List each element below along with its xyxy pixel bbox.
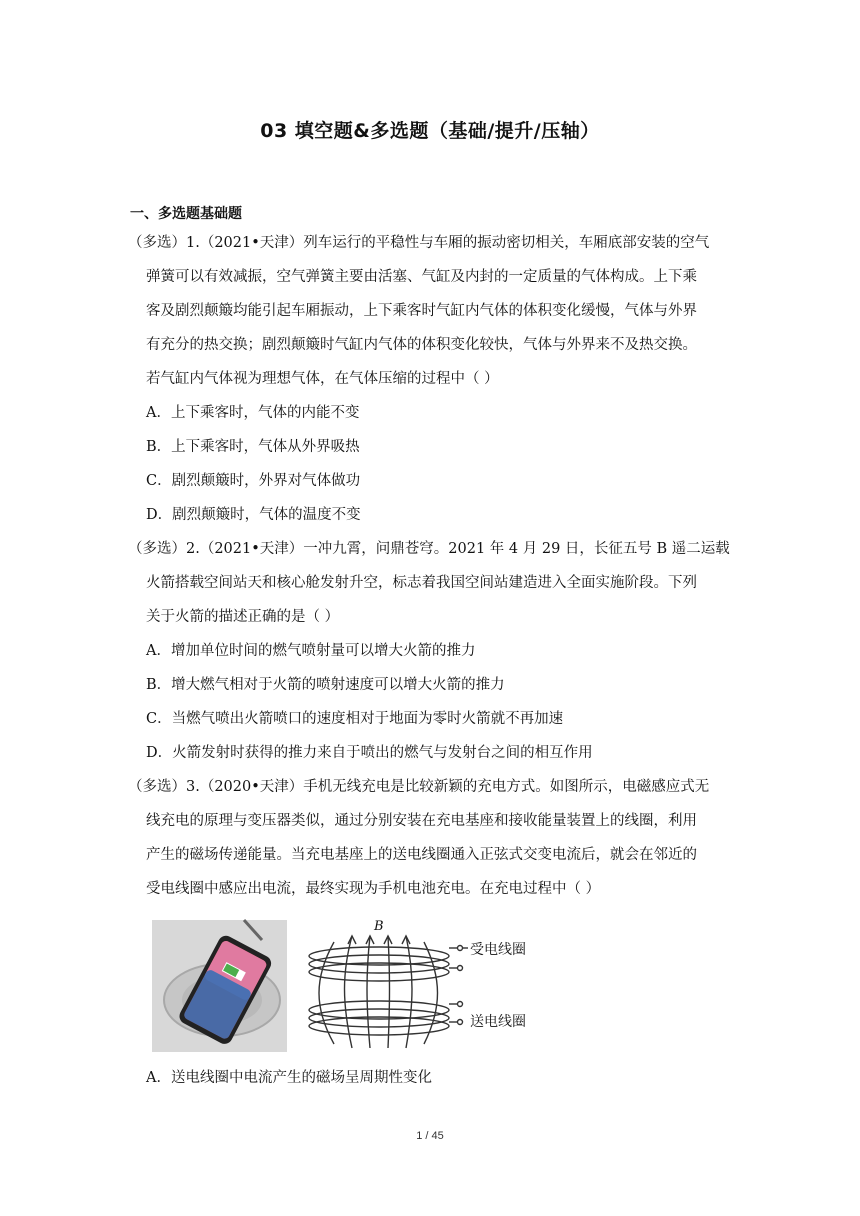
question-1-line-1: （多选）1.（2021•天津）列车运行的平稳性与车厢的振动密切相关，车厢底部安装的空气	[128, 235, 710, 251]
question-1-option-d: D．剧烈颠簸时，气体的温度不变	[146, 507, 361, 523]
magnetic-field-label: B	[374, 919, 384, 934]
question-1-option-b: B．上下乘客时，气体从外界吸热	[146, 439, 360, 455]
question-3-line-3: 产生的磁场传递能量。当充电基座上的送电线圈通入正弦式交变电流后，就会在邻近的	[146, 847, 697, 863]
question-3-option-a: A．送电线圈中电流产生的磁场呈周期性变化	[146, 1070, 432, 1086]
question-2-line-1: （多选）2.（2021•天津）一冲九霄，问鼎苍穹。2021 年 4 月 29 日，长征五号 B 遥二运载	[128, 541, 730, 557]
question-3-line-1: （多选）3.（2020•天津）手机无线充电是比较新颖的充电方式。如图所示，电磁感应式无	[128, 779, 710, 795]
question-1-line-4: 有充分的热交换；剧烈颠簸时气缸内气体的体积变化较快，气体与外界来不及热交换。	[146, 337, 697, 353]
question-3-line-4: 受电线圈中感应出电流，最终实现为手机电池充电。在充电过程中（ ）	[146, 881, 601, 897]
question-1-line-2: 弹簧可以有效减振，空气弹簧主要由活塞、气缸及内封的一定质量的气体构成。上下乘	[146, 269, 697, 285]
receiver-coil-label: 受电线圈	[470, 942, 526, 958]
section-heading: 一、多选题基础题	[130, 206, 242, 222]
page-number: 1 / 45	[416, 1130, 444, 1142]
phone-on-charger-photo	[152, 920, 287, 1052]
question-2-option-a: A．增加单位时间的燃气喷射量可以增大火箭的推力	[146, 643, 476, 659]
question-1-option-a: A．上下乘客时，气体的内能不变	[146, 405, 360, 421]
question-2-option-d: D．火箭发射时获得的推力来自于喷出的燃气与发射台之间的相互作用	[146, 745, 593, 761]
question-1-line-3: 客及剧烈颠簸均能引起车厢振动，上下乘客时气缸内气体的体积变化缓慢，气体与外界	[146, 303, 697, 319]
wireless-charging-figure	[152, 918, 542, 1056]
question-1-line-5: 若气缸内气体视为理想气体，在气体压缩的过程中（ ）	[146, 371, 499, 387]
coil-diagram	[309, 936, 468, 1048]
transmitter-coil-label: 送电线圈	[470, 1014, 526, 1030]
question-1-option-c: C．剧烈颠簸时，外界对气体做功	[146, 473, 361, 489]
page-title: 03 填空题&多选题（基础/提升/压轴）	[260, 120, 600, 142]
question-2-option-b: B．增大燃气相对于火箭的喷射速度可以增大火箭的推力	[146, 677, 505, 693]
question-2-line-2: 火箭搭载空间站天和核心舱发射升空，标志着我国空间站建造进入全面实施阶段。下列	[146, 575, 697, 591]
question-2-line-3: 关于火箭的描述正确的是（ ）	[146, 609, 340, 625]
question-2-option-c: C．当燃气喷出火箭喷口的速度相对于地面为零时火箭就不再加速	[146, 711, 564, 727]
question-3-line-2: 线充电的原理与变压器类似，通过分别安装在充电基座和接收能量装置上的线圈，利用	[146, 813, 697, 829]
wireless-charging-diagram	[152, 918, 542, 1056]
